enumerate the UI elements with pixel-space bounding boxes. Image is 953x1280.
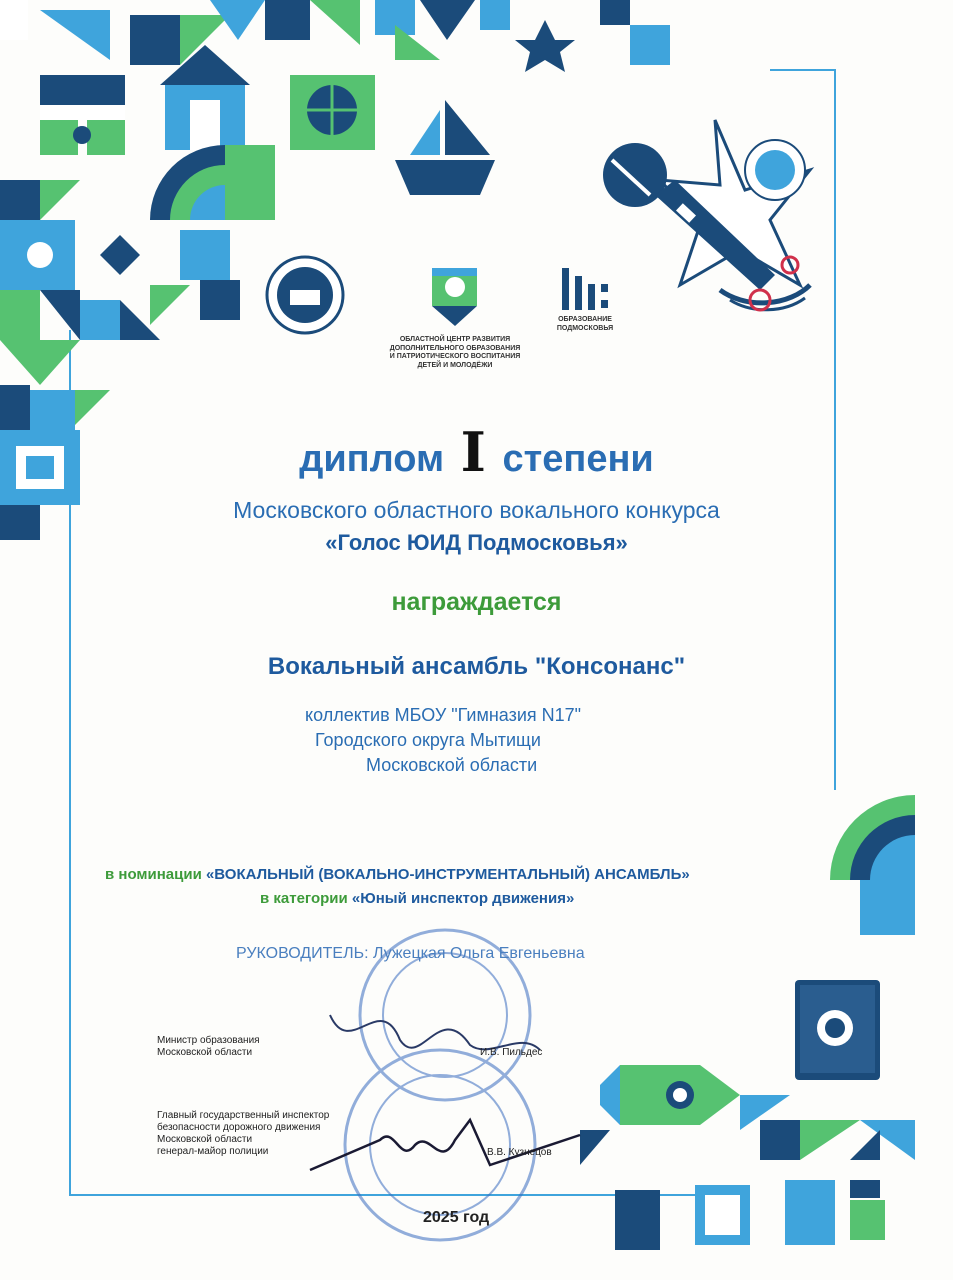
- title-diploma: диплом: [299, 438, 445, 480]
- bottom-right-shapes: [580, 795, 915, 1250]
- logo-yuid-left: [267, 257, 343, 333]
- inspector-name: В.В. Кузнецов: [487, 1147, 552, 1158]
- education-logo-caption: ОБРАЗОВАНИЕ ПОДМОСКОВЬЯ: [556, 316, 614, 332]
- logo-education: [562, 268, 608, 310]
- awardee-name: Вокальный ансамбль "Консонанс": [267, 653, 686, 680]
- nomination-prefix: в номинации: [105, 866, 202, 883]
- center-org-caption: ОБЛАСТНОЙ ЦЕНТР РАЗВИТИЯ ДОПОЛНИТЕЛЬНОГО ОБРАЗОВАНИЯ И ПАТРИОТИЧЕСКОГО ВОСПИТАНИЯ ДЕТЕЙ И МОЛОДЁЖИ: [389, 336, 521, 369]
- leader-line: РУКОВОДИТЕЛЬ: Лужецкая Ольга Евгеньевна: [236, 945, 585, 962]
- minister-name: И.В. Пильдес: [480, 1047, 543, 1058]
- inspector-role: Главный государственный инспектор безопасности дорожного движения Московской области генерал-майор полиции: [157, 1110, 330, 1157]
- category-prefix: в категории: [260, 890, 348, 907]
- title-degree: I: [460, 420, 486, 484]
- collective-line-3: Московской области: [366, 755, 538, 775]
- category-line: [260, 890, 574, 907]
- year-label: 2025 год: [423, 1209, 490, 1226]
- category-value: «Юный инспектор движения»: [351, 890, 575, 907]
- microphone-emblem: [603, 120, 810, 310]
- signature-inspector: [310, 1120, 580, 1170]
- awarded-label: награждается: [391, 588, 562, 616]
- contest-name: «Голос ЮИД Подмосковья»: [325, 530, 628, 555]
- title-degree-word: степени: [502, 438, 654, 480]
- logo-center-shield: [432, 268, 477, 326]
- collective-line-1: коллектив МБОУ "Гимназия N17": [305, 705, 582, 725]
- diploma-title: [0, 420, 953, 484]
- collective-line-2: Городского округа Мытищи: [315, 730, 541, 750]
- nomination-value: «ВОКАЛЬНЫЙ (ВОКАЛЬНО-ИНСТРУМЕНТАЛЬНЫЙ) АНСАМБЛЬ»: [205, 866, 690, 883]
- contest-line-1: Московского областного вокального конкурса: [233, 497, 720, 523]
- minister-role: Министр образования Московской области: [157, 1035, 260, 1058]
- nomination-line: [105, 866, 690, 883]
- official-stamp: [345, 930, 535, 1240]
